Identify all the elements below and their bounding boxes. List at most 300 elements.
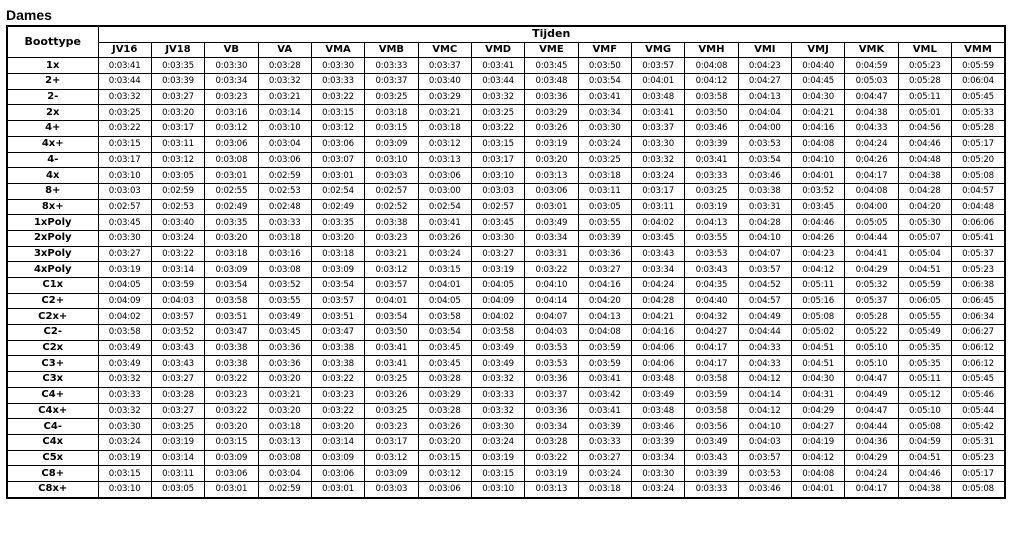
time-cell: 0:03:55	[578, 215, 631, 231]
time-cell: 0:03:34	[525, 419, 578, 435]
column-header: VMK	[845, 42, 898, 58]
boat-type-cell: 8x+	[7, 199, 98, 215]
time-cell: 0:03:36	[258, 356, 311, 372]
time-cell: 0:03:33	[471, 387, 524, 403]
time-cell: 0:03:38	[311, 340, 364, 356]
boat-type-cell: 4x+	[7, 136, 98, 152]
time-cell: 0:03:03	[365, 481, 418, 497]
time-cell: 0:03:29	[525, 105, 578, 121]
time-cell: 0:03:39	[578, 419, 631, 435]
time-cell: 0:03:22	[205, 403, 258, 419]
time-cell: 0:04:49	[845, 387, 898, 403]
time-cell: 0:05:16	[791, 293, 844, 309]
time-cell: 0:03:30	[98, 419, 151, 435]
time-cell: 0:03:09	[311, 450, 364, 466]
time-cell: 0:03:12	[418, 136, 471, 152]
time-cell: 0:03:57	[365, 278, 418, 294]
time-cell: 0:03:08	[205, 152, 258, 168]
time-cell: 0:03:01	[311, 168, 364, 184]
time-cell: 0:04:47	[845, 372, 898, 388]
table-row	[7, 293, 1005, 309]
time-cell: 0:03:15	[471, 466, 524, 482]
time-cell: 0:04:32	[685, 309, 738, 325]
time-cell: 0:03:14	[151, 262, 204, 278]
time-cell: 0:03:19	[471, 450, 524, 466]
time-cell: 0:03:12	[365, 450, 418, 466]
time-cell: 0:03:04	[258, 466, 311, 482]
boat-type-cell: 4-	[7, 152, 98, 168]
time-cell: 0:03:30	[471, 419, 524, 435]
time-cell: 0:04:52	[738, 278, 791, 294]
time-cell: 0:03:21	[418, 105, 471, 121]
time-cell: 0:04:48	[952, 199, 1006, 215]
time-cell: 0:03:12	[205, 121, 258, 137]
time-cell: 0:03:18	[258, 419, 311, 435]
time-cell: 0:05:08	[791, 309, 844, 325]
time-cell: 0:03:45	[258, 325, 311, 341]
table-row	[7, 356, 1005, 372]
time-cell: 0:03:06	[525, 183, 578, 199]
time-cell: 0:05:11	[791, 278, 844, 294]
time-cell: 0:03:44	[471, 74, 524, 90]
time-cell: 0:03:14	[258, 105, 311, 121]
time-cell: 0:06:06	[952, 215, 1006, 231]
boat-type-cell: 4xPoly	[7, 262, 98, 278]
boat-type-cell: C3x	[7, 372, 98, 388]
time-cell: 0:03:35	[205, 215, 258, 231]
boat-type-cell: C2+	[7, 293, 98, 309]
time-cell: 0:03:48	[631, 89, 684, 105]
time-cell: 0:04:06	[631, 340, 684, 356]
time-cell: 0:03:25	[98, 105, 151, 121]
time-cell: 0:03:18	[205, 246, 258, 262]
boat-type-cell: 4x	[7, 168, 98, 184]
time-cell: 0:03:09	[365, 136, 418, 152]
time-cell: 0:03:03	[365, 168, 418, 184]
time-cell: 0:03:16	[205, 105, 258, 121]
time-cell: 0:03:32	[258, 74, 311, 90]
time-cell: 0:03:32	[471, 403, 524, 419]
time-cell: 0:03:12	[418, 466, 471, 482]
time-cell: 0:03:31	[738, 199, 791, 215]
time-cell: 0:03:49	[471, 340, 524, 356]
time-cell: 0:04:41	[845, 246, 898, 262]
table-row	[7, 481, 1005, 497]
time-cell: 0:04:19	[791, 434, 844, 450]
time-cell: 0:04:02	[631, 215, 684, 231]
time-cell: 0:03:50	[365, 325, 418, 341]
boat-type-cell: C4+	[7, 387, 98, 403]
time-cell: 0:04:30	[791, 89, 844, 105]
time-cell: 0:04:07	[738, 246, 791, 262]
time-cell: 0:03:33	[365, 58, 418, 74]
time-cell: 0:04:40	[685, 293, 738, 309]
boat-type-cell: C1x	[7, 278, 98, 294]
time-cell: 0:03:22	[525, 450, 578, 466]
table-row	[7, 262, 1005, 278]
time-cell: 0:05:28	[952, 121, 1006, 137]
time-cell: 0:04:02	[471, 309, 524, 325]
time-cell: 0:02:57	[471, 199, 524, 215]
time-cell: 0:05:28	[845, 309, 898, 325]
time-cell: 0:03:11	[578, 183, 631, 199]
time-cell: 0:04:17	[845, 481, 898, 497]
time-cell: 0:03:52	[151, 325, 204, 341]
time-cell: 0:04:07	[525, 309, 578, 325]
table-row	[7, 278, 1005, 294]
time-cell: 0:05:11	[898, 89, 951, 105]
time-cell: 0:02:59	[258, 168, 311, 184]
time-cell: 0:03:33	[258, 215, 311, 231]
table-row	[7, 121, 1005, 137]
time-cell: 0:03:10	[258, 121, 311, 137]
time-cell: 0:03:54	[418, 325, 471, 341]
time-cell: 0:03:56	[685, 419, 738, 435]
time-cell: 0:03:27	[151, 403, 204, 419]
time-cell: 0:03:51	[205, 309, 258, 325]
time-cell: 0:05:10	[898, 403, 951, 419]
time-cell: 0:03:01	[311, 481, 364, 497]
time-cell: 0:03:47	[205, 325, 258, 341]
time-cell: 0:03:28	[525, 434, 578, 450]
time-cell: 0:04:20	[898, 199, 951, 215]
table-row	[7, 199, 1005, 215]
time-cell: 0:04:30	[791, 372, 844, 388]
time-cell: 0:03:53	[738, 136, 791, 152]
time-cell: 0:03:05	[578, 199, 631, 215]
time-cell: 0:03:49	[525, 215, 578, 231]
time-cell: 0:03:12	[311, 121, 364, 137]
time-cell: 0:03:23	[205, 387, 258, 403]
time-cell: 0:03:32	[631, 152, 684, 168]
time-cell: 0:04:08	[685, 58, 738, 74]
time-cell: 0:04:36	[845, 434, 898, 450]
time-cell: 0:04:09	[471, 293, 524, 309]
time-cell: 0:03:43	[151, 356, 204, 372]
time-cell: 0:04:21	[631, 309, 684, 325]
time-cell: 0:03:17	[631, 183, 684, 199]
time-cell: 0:04:57	[952, 183, 1006, 199]
time-cell: 0:03:41	[578, 89, 631, 105]
time-cell: 0:03:28	[418, 372, 471, 388]
time-cell: 0:05:33	[952, 105, 1006, 121]
time-cell: 0:03:58	[471, 325, 524, 341]
time-cell: 0:05:30	[898, 215, 951, 231]
time-cell: 0:06:34	[952, 309, 1006, 325]
time-cell: 0:03:54	[738, 152, 791, 168]
time-cell: 0:03:11	[151, 136, 204, 152]
time-cell: 0:03:15	[418, 450, 471, 466]
time-cell: 0:02:59	[151, 183, 204, 199]
time-cell: 0:05:45	[952, 89, 1006, 105]
column-header: VML	[898, 42, 951, 58]
time-cell: 0:03:30	[471, 230, 524, 246]
time-cell: 0:04:46	[791, 215, 844, 231]
time-cell: 0:02:53	[258, 183, 311, 199]
column-header: VMJ	[791, 42, 844, 58]
time-cell: 0:03:38	[205, 340, 258, 356]
column-header-row	[7, 42, 1005, 58]
time-cell: 0:03:41	[578, 403, 631, 419]
time-cell: 0:03:35	[151, 58, 204, 74]
time-cell: 0:04:05	[471, 278, 524, 294]
time-cell: 0:03:08	[258, 450, 311, 466]
time-cell: 0:04:21	[791, 105, 844, 121]
time-cell: 0:03:17	[151, 121, 204, 137]
time-cell: 0:04:26	[845, 152, 898, 168]
time-cell: 0:03:25	[365, 372, 418, 388]
time-cell: 0:03:26	[418, 230, 471, 246]
table-row	[7, 152, 1005, 168]
time-cell: 0:04:03	[738, 434, 791, 450]
time-cell: 0:04:08	[791, 136, 844, 152]
time-cell: 0:04:10	[791, 152, 844, 168]
time-cell: 0:03:24	[578, 466, 631, 482]
time-cell: 0:03:31	[525, 246, 578, 262]
time-cell: 0:03:10	[98, 481, 151, 497]
time-cell: 0:03:53	[685, 246, 738, 262]
time-cell: 0:03:25	[365, 403, 418, 419]
time-cell: 0:03:19	[525, 136, 578, 152]
table-row	[7, 387, 1005, 403]
time-cell: 0:03:25	[471, 105, 524, 121]
time-cell: 0:05:08	[952, 168, 1006, 184]
time-cell: 0:04:28	[898, 183, 951, 199]
time-cell: 0:03:45	[418, 340, 471, 356]
page-title: Dames	[6, 7, 52, 23]
time-cell: 0:03:22	[471, 121, 524, 137]
time-cell: 0:04:24	[631, 278, 684, 294]
time-cell: 0:03:36	[258, 340, 311, 356]
time-cell: 0:03:37	[365, 74, 418, 90]
time-cell: 0:03:00	[418, 183, 471, 199]
time-cell: 0:03:24	[631, 168, 684, 184]
boat-type-cell: 2+	[7, 74, 98, 90]
time-cell: 0:03:41	[685, 152, 738, 168]
time-cell: 0:03:42	[578, 387, 631, 403]
time-cell: 0:05:31	[952, 434, 1006, 450]
time-cell: 0:03:41	[578, 372, 631, 388]
time-cell: 0:04:38	[898, 168, 951, 184]
time-cell: 0:05:37	[845, 293, 898, 309]
time-cell: 0:04:33	[738, 356, 791, 372]
table-row	[7, 74, 1005, 90]
time-cell: 0:03:51	[311, 309, 364, 325]
boat-type-header: Boottype	[7, 26, 98, 58]
time-cell: 0:03:24	[418, 246, 471, 262]
time-cell: 0:05:49	[898, 325, 951, 341]
column-header: VB	[205, 42, 258, 58]
time-cell: 0:03:49	[98, 356, 151, 372]
time-cell: 0:04:09	[98, 293, 151, 309]
time-cell: 0:04:48	[898, 152, 951, 168]
time-cell: 0:03:30	[311, 58, 364, 74]
time-cell: 0:05:37	[952, 246, 1006, 262]
time-cell: 0:04:08	[845, 183, 898, 199]
time-cell: 0:06:27	[952, 325, 1006, 341]
time-cell: 0:03:32	[98, 403, 151, 419]
time-cell: 0:03:46	[738, 481, 791, 497]
time-cell: 0:05:55	[898, 309, 951, 325]
time-cell: 0:05:42	[952, 419, 1006, 435]
time-cell: 0:04:06	[631, 356, 684, 372]
time-cell: 0:03:44	[98, 74, 151, 90]
time-cell: 0:03:12	[365, 262, 418, 278]
time-cell: 0:03:58	[205, 293, 258, 309]
time-cell: 0:03:03	[98, 183, 151, 199]
time-cell: 0:04:56	[898, 121, 951, 137]
time-cell: 0:03:27	[151, 89, 204, 105]
time-cell: 0:03:43	[631, 246, 684, 262]
time-cell: 0:04:46	[898, 466, 951, 482]
table-row	[7, 403, 1005, 419]
time-cell: 0:04:24	[845, 136, 898, 152]
time-cell: 0:03:10	[471, 168, 524, 184]
time-cell: 0:03:16	[258, 246, 311, 262]
time-cell: 0:03:13	[525, 168, 578, 184]
time-cell: 0:04:27	[685, 325, 738, 341]
time-cell: 0:04:47	[845, 89, 898, 105]
time-cell: 0:04:01	[418, 278, 471, 294]
time-cell: 0:05:28	[898, 74, 951, 90]
time-cell: 0:04:01	[631, 74, 684, 90]
time-cell: 0:03:41	[98, 58, 151, 74]
time-cell: 0:04:59	[898, 434, 951, 450]
time-cell: 0:03:58	[685, 89, 738, 105]
time-cell: 0:03:45	[791, 199, 844, 215]
time-cell: 0:03:19	[98, 262, 151, 278]
time-cell: 0:03:58	[685, 372, 738, 388]
table-row	[7, 372, 1005, 388]
table-row	[7, 230, 1005, 246]
time-cell: 0:04:10	[525, 278, 578, 294]
time-cell: 0:03:53	[738, 466, 791, 482]
time-cell: 0:03:26	[418, 419, 471, 435]
time-cell: 0:03:23	[365, 419, 418, 435]
boat-type-cell: 3xPoly	[7, 246, 98, 262]
column-header: VMC	[418, 42, 471, 58]
time-cell: 0:05:23	[952, 450, 1006, 466]
time-cell: 0:03:20	[258, 403, 311, 419]
time-cell: 0:04:08	[578, 325, 631, 341]
time-cell: 0:03:06	[258, 152, 311, 168]
boat-type-cell: C5x	[7, 450, 98, 466]
time-cell: 0:03:19	[525, 466, 578, 482]
table-row	[7, 434, 1005, 450]
time-cell: 0:05:46	[952, 387, 1006, 403]
table-row	[7, 450, 1005, 466]
time-cell: 0:04:51	[791, 356, 844, 372]
time-cell: 0:03:34	[631, 262, 684, 278]
column-header: VMB	[365, 42, 418, 58]
column-header: VMG	[631, 42, 684, 58]
time-cell: 0:03:19	[151, 434, 204, 450]
time-cell: 0:04:20	[578, 293, 631, 309]
time-cell: 0:03:52	[791, 183, 844, 199]
time-cell: 0:03:29	[418, 89, 471, 105]
time-cell: 0:03:43	[685, 450, 738, 466]
time-cell: 0:03:39	[631, 434, 684, 450]
boat-type-cell: C3+	[7, 356, 98, 372]
time-cell: 0:03:28	[258, 58, 311, 74]
time-cell: 0:03:48	[631, 372, 684, 388]
time-cell: 0:05:59	[952, 58, 1006, 74]
time-cell: 0:03:26	[365, 387, 418, 403]
time-cell: 0:03:32	[471, 89, 524, 105]
time-cell: 0:03:08	[258, 262, 311, 278]
time-cell: 0:04:05	[98, 278, 151, 294]
time-cell: 0:05:22	[845, 325, 898, 341]
time-cell: 0:04:01	[791, 481, 844, 497]
time-cell: 0:03:43	[685, 262, 738, 278]
time-cell: 0:03:40	[151, 215, 204, 231]
time-cell: 0:03:10	[365, 152, 418, 168]
time-cell: 0:03:33	[685, 168, 738, 184]
time-cell: 0:02:53	[151, 199, 204, 215]
column-header: VMI	[738, 42, 791, 58]
time-cell: 0:04:13	[578, 309, 631, 325]
time-cell: 0:04:14	[525, 293, 578, 309]
column-header: VMD	[471, 42, 524, 58]
time-cell: 0:03:45	[418, 356, 471, 372]
time-cell: 0:03:27	[471, 246, 524, 262]
column-header: VMM	[952, 42, 1006, 58]
time-cell: 0:03:22	[525, 262, 578, 278]
time-cell: 0:03:20	[525, 152, 578, 168]
time-cell: 0:05:10	[845, 340, 898, 356]
time-cell: 0:05:08	[952, 481, 1006, 497]
time-cell: 0:04:46	[898, 136, 951, 152]
time-cell: 0:03:25	[578, 152, 631, 168]
time-cell: 0:03:54	[205, 278, 258, 294]
time-cell: 0:04:29	[845, 262, 898, 278]
time-cell: 0:03:48	[631, 403, 684, 419]
time-cell: 0:03:37	[631, 121, 684, 137]
time-cell: 0:03:05	[151, 168, 204, 184]
time-cell: 0:03:34	[525, 230, 578, 246]
time-cell: 0:03:55	[685, 230, 738, 246]
time-cell: 0:03:10	[471, 481, 524, 497]
time-cell: 0:03:17	[98, 152, 151, 168]
time-cell: 0:05:23	[898, 58, 951, 74]
time-cell: 0:03:57	[311, 293, 364, 309]
time-cell: 0:03:25	[365, 89, 418, 105]
time-cell: 0:04:38	[845, 105, 898, 121]
time-cell: 0:03:01	[205, 481, 258, 497]
time-cell: 0:03:09	[205, 262, 258, 278]
time-cell: 0:03:06	[418, 168, 471, 184]
time-cell: 0:05:20	[952, 152, 1006, 168]
time-cell: 0:04:51	[898, 262, 951, 278]
time-cell: 0:03:33	[98, 387, 151, 403]
time-cell: 0:04:03	[525, 325, 578, 341]
time-cell: 0:04:51	[791, 340, 844, 356]
time-cell: 0:03:01	[205, 168, 258, 184]
time-cell: 0:03:32	[471, 372, 524, 388]
time-cell: 0:03:18	[418, 121, 471, 137]
time-cell: 0:03:41	[418, 215, 471, 231]
time-cell: 0:03:13	[525, 481, 578, 497]
time-cell: 0:06:12	[952, 340, 1006, 356]
table-row	[7, 136, 1005, 152]
time-cell: 0:03:54	[311, 278, 364, 294]
time-cell: 0:04:24	[845, 466, 898, 482]
time-cell: 0:06:05	[898, 293, 951, 309]
time-cell: 0:04:29	[845, 450, 898, 466]
time-cell: 0:05:02	[791, 325, 844, 341]
time-cell: 0:03:30	[631, 136, 684, 152]
time-cell: 0:03:19	[471, 262, 524, 278]
